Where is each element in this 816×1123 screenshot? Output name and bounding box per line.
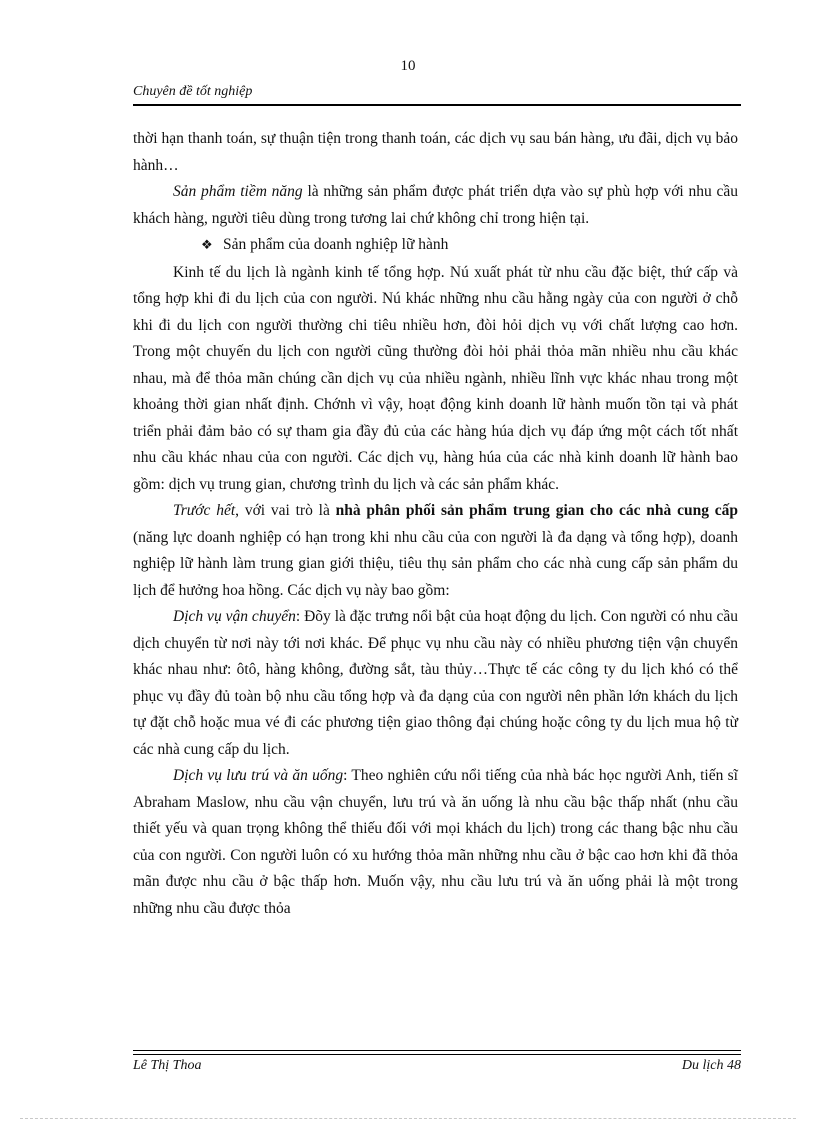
paragraph-tourism-economy: [133, 260, 738, 499]
paragraph-text: (năng lực doanh nghiệp có hạn trong khi nhu cầu của con người là đa dạng và tổng hợp), doanh nghiệp lữ hành làm trung gian giới thiệu, tiêu thụ sản phẩm cho các nhà cung cấp sản phẩm du lịch để hưởng hoa hồng. Các dịch vụ này bao gồm:: [133, 528, 738, 599]
footer-class: Du lịch 48: [681, 1058, 741, 1073]
term-accommodation-service: Dịch vụ lưu trú và ăn uống: [173, 767, 344, 784]
paragraph-accommodation-service: [133, 763, 738, 922]
paragraph-text: thời hạn thanh toán, sự thuận tiện trong thanh toán, các dịch vụ sau bán hàng, ưu đãi, dịch vụ bảo hành…: [133, 130, 738, 174]
paragraph-potential-product: [133, 179, 738, 232]
paragraph-continuation: [133, 126, 738, 179]
paragraph-first-role: [133, 498, 738, 604]
term-potential-product: Sản phẩm tiềm năng: [173, 183, 303, 200]
paragraph-text: : Đõy là đặc trưng nổi bật của hoạt động du lịch. Con người có nhu cầu dịch chuyển từ nơi này tới nơi khác. Để phục vụ nhu cầu này có nhiều phương tiện vận chuyển khác nhau như: ôtô, hàng không, đường sắt, tàu thủy…Thực tế các công ty du lịch khó có thể phục vụ đầy đủ toàn bộ nhu cầu tổng hợp và đa dạng của con người nên phần lớn khách du lịch tự đặt chỗ hoặc mua vé đi các phương tiện giao thông đại chúng hoặc công ty du lịch mua hộ từ các nhà cung cấp du lịch.: [133, 608, 738, 758]
footer-author: Lê Thị Thoa: [133, 1058, 202, 1073]
bullet-heading: Sản phẩm của doanh nghiệp lữ hành: [223, 236, 449, 253]
page-number: 10: [400, 58, 416, 74]
header-title: Chuyên đề tốt nghiệp: [133, 84, 253, 99]
header-rule: [133, 104, 741, 106]
footer-rule: [133, 1050, 741, 1055]
term-intermediary-distributor: nhà phân phối sản phẩm trung gian cho các nhà cung cấp: [335, 502, 738, 519]
paragraph-text: , với vai trò là: [235, 502, 336, 519]
paragraph-text: là những sản phẩm được phát triển dựa vào sự phù hợp với nhu cầu khách hàng, người tiêu dùng trong tương lai chứ không chỉ trong hiện tại.: [133, 183, 738, 227]
section-bullet: [133, 232, 738, 260]
diamond-bullet-icon: ❖: [201, 238, 213, 253]
paragraph-transport-service: [133, 604, 738, 763]
paragraph-text: : Theo nghiên cứu nổi tiếng của nhà bác học người Anh, tiến sĩ Abraham Maslow, nhu cầu vận chuyển, lưu trú và ăn uống là nhu cầu bậc thấp nhất (nhu cầu thiết yếu và quan trọng không thể thiếu đối với mọi khách du lịch) trong các thang bậc nhu cầu của con người. Con người luôn có xu hướng thỏa mãn những nhu cầu ở bậc cao hơn khi đã thỏa mãn được nhu cầu ở bậc thấp hơn. Muốn vậy, nhu cầu lưu trú và ăn uống phải là một trong những nhu cầu được thỏa: [133, 767, 738, 917]
page-edge-divider: [20, 1118, 796, 1119]
term-first: Trước hết: [173, 502, 236, 519]
term-transport-service: Dịch vụ vận chuyển: [173, 608, 296, 625]
paragraph-text: Kinh tế du lịch là ngành kinh tế tổng hợp. Nú xuất phát từ nhu cầu đặc biệt, thứ cấp và tổng hợp khi đi du lịch của con người. Nú khác những nhu cầu hằng ngày của con người ở chỗ khi đi du lịch con người thường chi tiêu nhiều hơn, đòi hỏi dịch vụ với chất lượng cao hơn. Trong một chuyến du lịch con người cũng thường đòi hỏi phải thỏa mãn nhiều nhu cầu khác nhau, mà để thỏa mãn chúng cần dịch vụ của nhiều ngành, nhiều lĩnh vực khác nhau trong một khoảng thời gian nhất định. Chớnh vì vậy, hoạt động kinh doanh lữ hành muốn tồn tại và phát triển phải đảm bảo có sự tham gia đầy đủ của các hàng húa dịch vụ đáp ứng một cách tốt nhất nhu cầu khác nhau của con người. Các dịch vụ, hàng húa của các nhà kinh doanh lữ hành bao gồm: dịch vụ trung gian, chương trình du lịch và các sản phẩm khác.: [133, 263, 738, 493]
body-text: [133, 126, 738, 922]
